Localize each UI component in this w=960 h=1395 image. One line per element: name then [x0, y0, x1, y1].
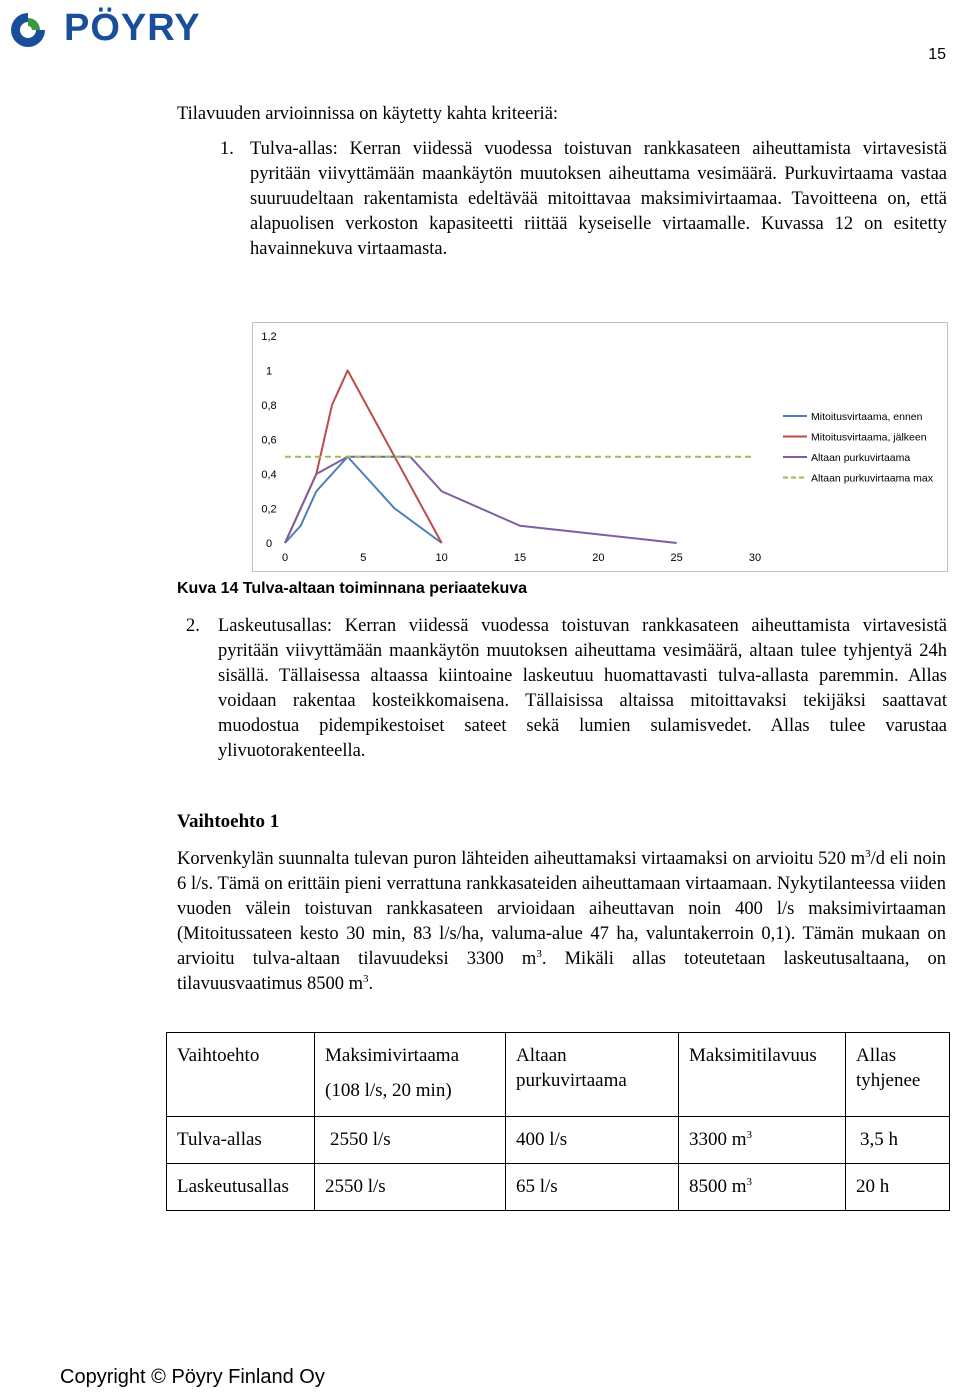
x-tick-label: 30	[748, 552, 762, 564]
y-tick-label: 0,4	[261, 469, 277, 481]
table-header-cell: Vaihtoehto	[167, 1033, 315, 1117]
figure-caption: Kuva 14 Tulva-altaan toiminnana periaatekuva	[177, 580, 528, 597]
table-cell: 65 l/s	[506, 1164, 679, 1211]
table-cell: 2550 l/s	[315, 1117, 506, 1164]
x-tick-label: 10	[435, 552, 448, 564]
footer-copyright: Copyright © Pöyry Finland Oy	[60, 1366, 325, 1388]
table-header-cell: Maksimivirtaama (108 l/s, 20 min)	[315, 1033, 506, 1117]
section-heading: Vaihtoehto 1	[177, 811, 280, 832]
table-row	[167, 1117, 950, 1164]
legend-label: Mitoitusvirtaama, ennen	[811, 411, 923, 423]
item2-number: 2.	[186, 616, 200, 636]
poyry-logo-icon	[6, 10, 50, 50]
table-header-cell: Allas tyhjenee	[846, 1033, 950, 1117]
flow-chart-svg	[253, 323, 947, 571]
legend-label: Mitoitusvirtaama, jälkeen	[811, 431, 927, 444]
x-tick-label: 20	[592, 552, 605, 564]
table-header-row	[167, 1033, 950, 1117]
table-cell: 2550 l/s	[315, 1164, 506, 1211]
comparison-table	[166, 1032, 950, 1211]
table-header-cell: Maksimitilavuus	[679, 1033, 846, 1117]
legend-label: Altaan purkuvirtaama max	[811, 472, 933, 485]
logo-text: PÖYRY	[64, 7, 201, 49]
table-cell: 8500 $m^3$	[679, 1164, 846, 1211]
table-cell: Laskeutusallas	[167, 1164, 315, 1211]
y-tick-label: 0,6	[261, 434, 277, 447]
x-tick-label: 5	[360, 552, 367, 564]
item1-text: Tulva-allas: Kerran viidessä vuodessa toistuvan rankkasateen aiheuttamista virtavesistä pyritään viivyttämään maankäytön muutoksen aiheuttama vesimäärä. Purkuvirtaama vastaa suuruudeltaan rakentamista edeltävää mitoittavaa maksimivirtaamaa. Tavoitteena on, että alapuolisen verkoston kapasiteetti riittää kyseiselle virtaamalle. Kuvassa 12 on esitetty havainnekuva virtaamasta.	[250, 139, 947, 259]
x-tick-label: 25	[670, 552, 683, 564]
flow-chart	[252, 322, 948, 572]
table-row	[167, 1164, 950, 1211]
intro-text: Tilavuuden arvioinnissa on käytetty kahta kriteeriä:	[177, 104, 559, 124]
section-paragraph: Korvenkylän suunnalta tulevan puron lähteiden aiheuttamaksi virtaamaksi on arvioitu 520 $m^3/d$ eli noin 6 l/s. Tämä on erittäin pieni verrattuna rankkasateiden aiheuttamaan virtaamaan. Nykytilanteessa viiden vuoden välein toistuvan rankkasateen arvioidaan aiheuttavan noin 400 l/s maksimivirtaaman (Mitoitussateen kesto 30 min, 83 l/s/ha, valuma-alue 47 ha, valuntakerroin 0,1). Tämän mukaan on arvioitu tulva-altaan tilavuudeksi 3300 $m^3$. Mikäli allas toteutetaan laskeutusaltaana, on tilavuusvaatimus 8500 $m^3$.	[177, 848, 946, 994]
series-line-3	[285, 457, 677, 543]
page-number: 15	[928, 46, 946, 63]
y-tick-label: 1	[265, 365, 273, 378]
x-tick-label: 0	[281, 552, 289, 564]
y-tick-label: 1,2	[261, 331, 277, 343]
table-header-cell: Altaan purkuvirtaama	[506, 1033, 679, 1117]
table-cell: Tulva-allas	[167, 1117, 315, 1164]
y-tick-label: 0,2	[261, 503, 277, 516]
x-tick-label: 15	[513, 552, 527, 564]
table-cell: 20 h	[846, 1164, 950, 1211]
table-cell: 3300 $m^3$	[679, 1117, 846, 1164]
y-tick-label: 0,8	[261, 400, 277, 412]
item2-text: Laskeutusallas: Kerran viidessä vuodessa toistuvan rankkasateen aiheuttamista virtavesistä pyritään viivyttämään maankäytön muutoksen aiheuttama vesimäärä, altaan tulee tyhjentyä 24h sisällä. Tällaisessa altaassa kiintoaine laskeutuu huomattavasti tulva-allasta paremmin. Allas voidaan rakentaa kosteikkomaisena. Tällaisissa altaissa mitoittavaksi tekijäksi saattavat muodostua pidempikestoiset sateet sekä lumien sulamisvedet. Allas tulee varustaa ylivuotorakenteella.	[218, 616, 947, 761]
table-cell: 400 l/s	[506, 1117, 679, 1164]
table-cell: 3,5 h	[846, 1117, 950, 1164]
item1-number: 1.	[220, 139, 234, 159]
poyry-logo	[6, 8, 246, 48]
legend-label: Altaan purkuvirtaama	[811, 452, 911, 464]
y-tick-label: 0	[265, 538, 273, 550]
